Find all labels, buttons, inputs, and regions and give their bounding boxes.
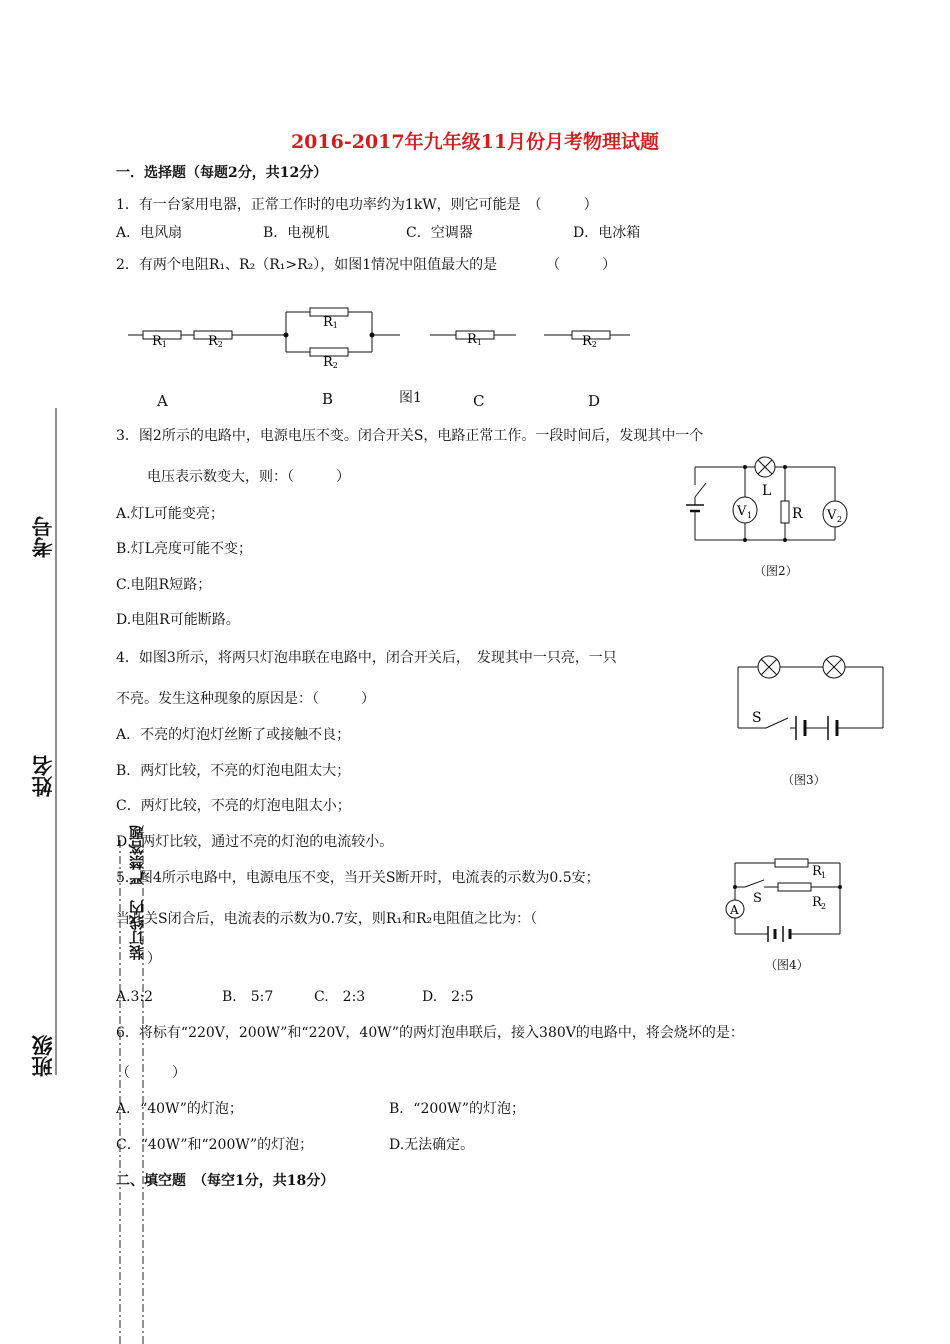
figure-4-diagram xyxy=(720,850,860,945)
exam-number-label: 考号 xyxy=(30,516,55,558)
fig2-voltmeter-1 xyxy=(733,497,757,523)
fig1-label-c: C xyxy=(473,392,485,410)
class-label: 班级 xyxy=(30,1035,55,1077)
q5-stem-line-3: ） xyxy=(147,951,161,967)
q5-option-d: D. 2:5 xyxy=(422,989,474,1005)
fig2-lamp-label: L xyxy=(762,483,772,499)
q1-option-c: C．空调器 xyxy=(406,225,473,241)
q6-option-c: C．“40W”和“200W”的灯泡； xyxy=(116,1137,314,1153)
figure-1-diagram xyxy=(120,300,640,380)
q1-option-d: D．电冰箱 xyxy=(573,225,641,241)
fig3-battery xyxy=(796,716,883,740)
fig1-a-r2: R2 xyxy=(208,334,223,349)
q3-stem-line-1: 3．图2所示的电路中，电源电压不变。闭合开关S，电路正常工作。一段时间后，发现其中一个 xyxy=(116,428,704,444)
fig2-resistor xyxy=(781,501,789,523)
q3-option-a: A.灯L可能变亮； xyxy=(116,506,224,522)
svg-text:1: 1 xyxy=(747,511,753,520)
q3-option-b: B.灯L亮度可能不变； xyxy=(116,541,253,557)
q4-stem-line-2: 不亮。发生这种现象的原因是：（ ） xyxy=(116,691,375,707)
fig3-switch-label: S xyxy=(752,710,762,726)
q4-option-a: A．不亮的灯泡灯丝断了或接触不良； xyxy=(116,727,351,743)
fig1-label-b: B xyxy=(322,390,334,408)
figure-1-a-circuit xyxy=(128,331,263,349)
fig4-switch-label: S xyxy=(753,891,762,906)
figure-1-c-circuit xyxy=(430,331,516,347)
q5-option-a: A.3:2 xyxy=(116,989,154,1005)
fig2-switch xyxy=(695,483,706,497)
fig4-ammeter xyxy=(726,900,744,918)
fig2-resistor-label: R xyxy=(792,506,803,522)
fig4-battery xyxy=(768,926,790,942)
page-title: 2016-2017年九年级11月份月考物理试题 xyxy=(290,131,660,153)
svg-text:R: R xyxy=(812,864,822,879)
fig4-r2 xyxy=(778,883,811,891)
q5-option-b: B. 5:7 xyxy=(222,989,274,1005)
fig2-caption: （图2） xyxy=(754,564,798,578)
fig1-b-r1: R1 xyxy=(323,315,338,330)
q5-stem-line-2: 当开关S闭合后，电流表的示数为0.7安，则R₁和R₂电阻值之比为：（ xyxy=(116,911,538,927)
q4-option-c: C．两灯比较，不亮的灯泡电阻太小； xyxy=(116,798,351,814)
figure-2-diagram xyxy=(680,455,860,550)
section-heading-2: 二、填空题 （每空1分，共18分） xyxy=(116,1173,335,1189)
fig4-caption: （图4） xyxy=(765,958,809,972)
fig1-c-r1: R1 xyxy=(467,332,482,347)
fig2-lamp xyxy=(755,457,775,477)
q4-stem-line-1: 4．如图3所示，将两只灯泡串联在电路中，闭合开关后， 发现其中一只亮，一只 xyxy=(116,650,617,666)
q1-stem: 1．有一台家用电器，正常工作时的电功率约为1kW，则它可能是 （ ） xyxy=(116,197,598,213)
q1-option-a: A．电风扇 xyxy=(116,225,183,241)
svg-text:2: 2 xyxy=(837,515,843,524)
q6-stem-line-2: （ ） xyxy=(116,1065,186,1081)
q3-option-d: D.电阻R可能断路。 xyxy=(116,612,240,628)
section-heading-1: 一．选择题（每题2分，共12分） xyxy=(116,165,328,181)
fig2-voltmeter-2 xyxy=(823,501,847,527)
svg-text:V: V xyxy=(737,504,747,519)
fig1-caption: 图1 xyxy=(399,390,422,406)
q5-stem-line-1: 5．图4所示电路中，电源电压不变，当开关S断开时，电流表的示数为0.5安； xyxy=(116,870,600,886)
q3-stem-line-2: 电压表示数变大，则：（ ） xyxy=(147,469,350,485)
fig1-label-a: A xyxy=(157,392,168,410)
figure-1-b-circuit xyxy=(258,308,400,370)
svg-text:V: V xyxy=(827,508,837,523)
svg-text:A: A xyxy=(730,903,739,917)
q3-option-c: C.电阻R短路； xyxy=(116,577,212,593)
figure-1-d-circuit xyxy=(544,331,630,349)
figure-3-diagram xyxy=(728,650,893,745)
fig4-r1 xyxy=(775,859,808,867)
fig3-lamp-1 xyxy=(758,656,780,678)
fig1-label-d: D xyxy=(588,392,601,410)
q6-option-b: B．“200W”的灯泡； xyxy=(389,1101,525,1117)
q6-option-a: A．“40W”的灯泡； xyxy=(116,1101,243,1117)
fig1-b-r2: R2 xyxy=(323,355,338,370)
fig3-caption: （图3） xyxy=(782,773,826,787)
fig1-a-r1: R1 xyxy=(152,334,167,349)
q6-option-d: D.无法确定。 xyxy=(389,1137,475,1153)
svg-text:1: 1 xyxy=(821,871,827,880)
q5-option-c: C. 2:3 xyxy=(314,989,366,1005)
fig3-lamp-2 xyxy=(823,656,845,678)
q4-option-b: B．两灯比较，不亮的灯泡电阻太大； xyxy=(116,763,351,779)
q6-stem-line-1: 6．将标有“220V，200W”和“220V，40W”的两灯泡串联后，接入380V的电路中，将会烧坏的是： xyxy=(116,1025,744,1041)
q1-option-b: B．电视机 xyxy=(263,225,330,241)
fig3-switch xyxy=(766,718,788,728)
name-label: 姓名 xyxy=(30,755,55,797)
q4-option-d: D．两灯比较，通过不亮的灯泡的电流较小。 xyxy=(116,834,394,850)
fig1-d-r2: R2 xyxy=(582,334,597,349)
svg-text:2: 2 xyxy=(821,902,827,911)
svg-text:R: R xyxy=(812,895,822,910)
q2-stem: 2．有两个电阻R₁、R₂（R₁>R₂），如图1情况中阻值最大的是 （ ） xyxy=(116,257,617,273)
fig4-switch xyxy=(745,880,764,887)
binding-note: 装订线内 严禁答题 xyxy=(128,825,146,960)
